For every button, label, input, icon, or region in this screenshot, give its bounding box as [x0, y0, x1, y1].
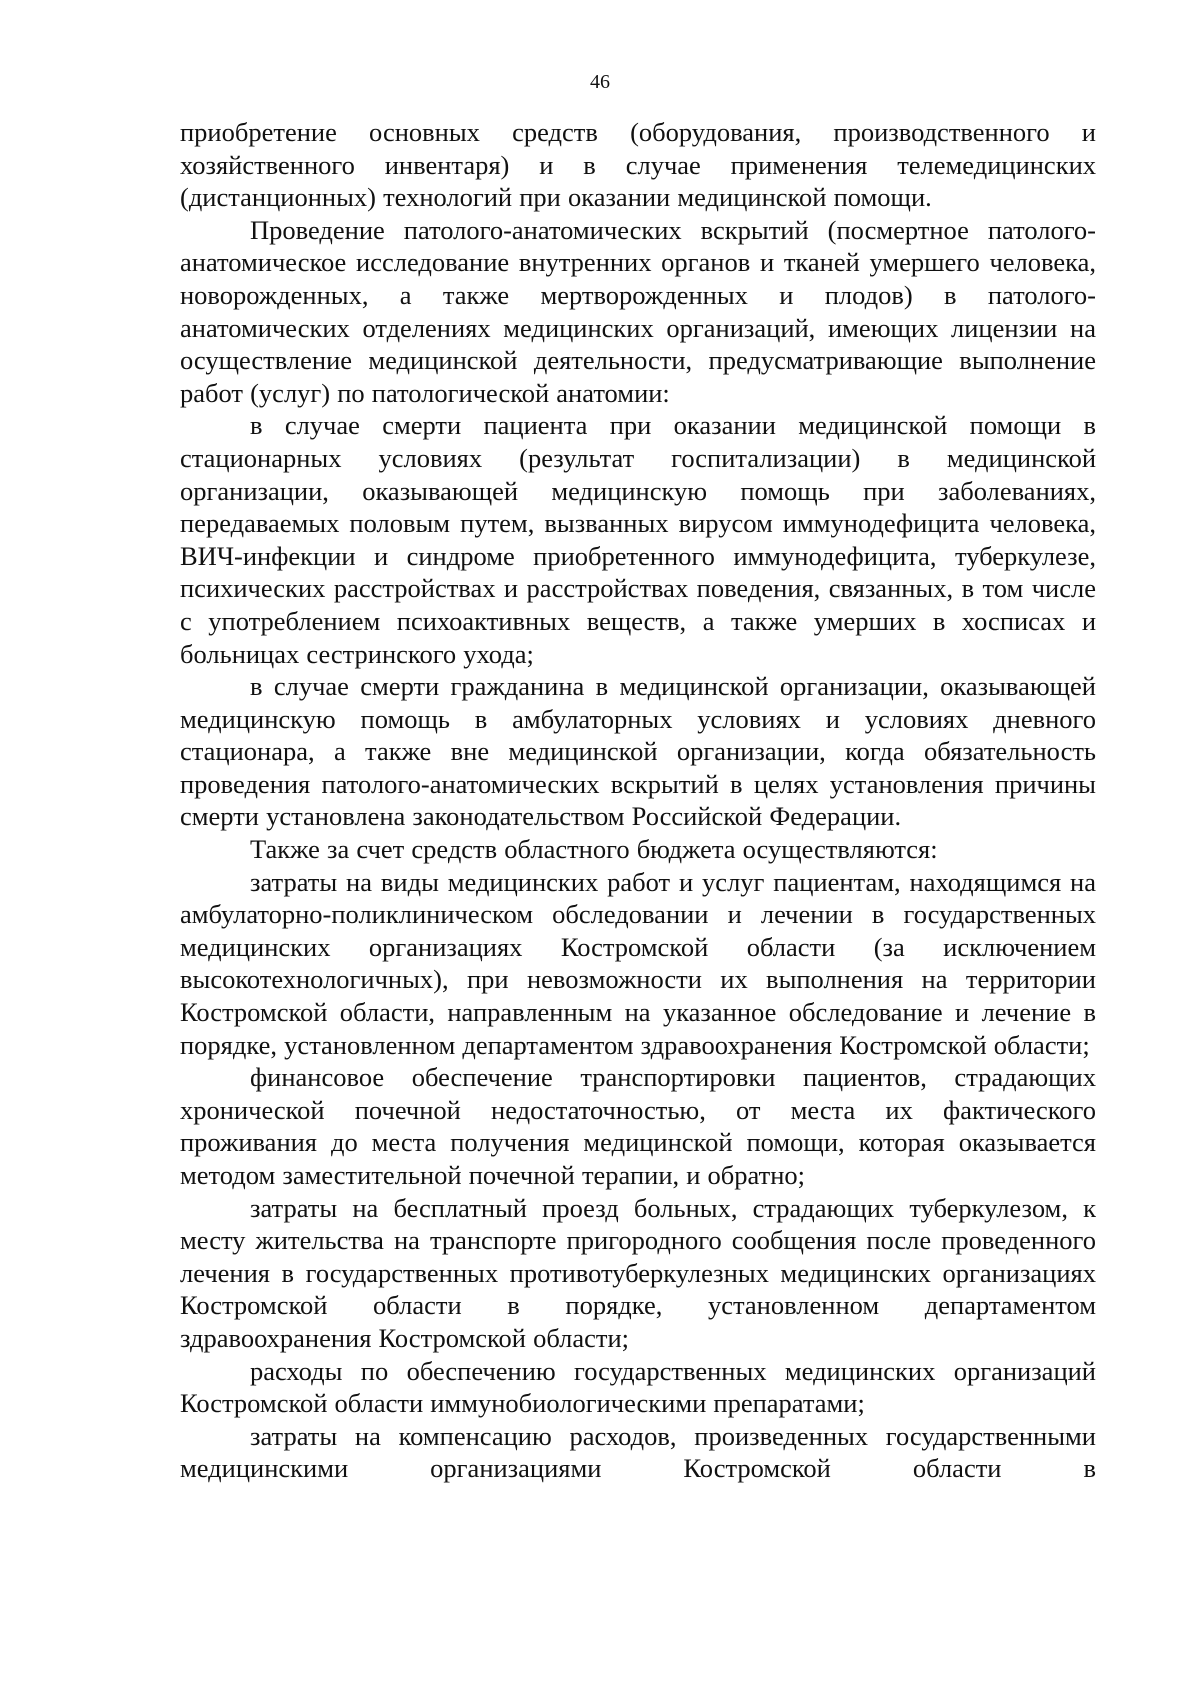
page-number: 46: [590, 71, 610, 93]
paragraph-outpatient-death: в случае смерти гражданина в медицинской организации, оказывающей медицинскую помощь в амбулаторных условиях и условиях дневного стационара, а также вне медицинской организации, когда обязательность проведения патолого-анатомических вскрытий в целях установления причины смерти установлена законодательством Российской Федерации.: [180, 671, 1096, 832]
paragraph-tuberculosis-travel: затраты на бесплатный проезд больных, страдающих туберкулезом, к месту жительства на транспорте пригородного сообщения после проведенного лечения в государственных противотуберкулезных медицинских организациях Костромской области в порядке, установленном департаментом здравоохранения Костромской области;: [180, 1192, 1096, 1353]
document-body: [180, 116, 1096, 1485]
paragraph-immunobiological-supply: расходы по обеспечению государственных медицинских организаций Костромской области иммунобиологическими препаратами;: [180, 1355, 1096, 1419]
paragraph-equipment-purchase: приобретение основных средств (оборудования, производственного и хозяйственного инвентаря) и в случае применения телемедицинских (дистанционных) технологий при оказании медицинской помощи.: [180, 117, 1096, 213]
paragraph-dialysis-transport: финансовое обеспечение транспортировки пациентов, страдающих хронической почечной недостаточностью, от места их фактического проживания до места получения медицинской помощи, которая оказывается методом заместительной почечной терапии, и обратно;: [180, 1062, 1096, 1190]
paragraph-autopsies: Проведение патолого-анатомических вскрытий (посмертное патолого-анатомическое исследование внутренних органов и тканей умершего человека, новорожденных, а также мертворожденных и плодов) в патолого-анатомических отделениях медицинских организаций, имеющих лицензии на осуществление медицинской деятельности, предусматривающие выполнение работ (услуг) по патологической анатомии:: [180, 214, 1096, 408]
paragraph-medical-services-costs: затраты на виды медицинских работ и услуг пациентам, находящимся на амбулаторно-поликлиническом обследовании и лечении в государственных медицинских организациях Костромской области (за исключением высокотехнологичных), при невозможности их выполнения на территории Костромской области, направленным на указанное обследование и лечение в порядке, установленном департаментом здравоохранения Костромской области;: [180, 866, 1096, 1060]
paragraph-regional-budget: Также за счет средств областного бюджета осуществляются:: [250, 834, 938, 865]
paragraph-inpatient-death: в случае смерти пациента при оказании медицинской помощи в стационарных условиях (результат госпитализации) в медицинской организации, оказывающей медицинскую помощь при заболеваниях, передаваемых половым путем, вызванных вирусом иммунодефицита человека, ВИЧ-инфекции и синдроме приобретенного иммунодефицита, туберкулезе, психических расстройствах и расстройствах поведения, связанных, в том числе с употреблением психоактивных веществ, а также умерших в хосписах и больницах сестринского ухода;: [180, 410, 1096, 669]
paragraph-expense-compensation: затраты на компенсацию расходов, произведенных государственными медицинскими организациями Костромской области в: [180, 1420, 1096, 1484]
